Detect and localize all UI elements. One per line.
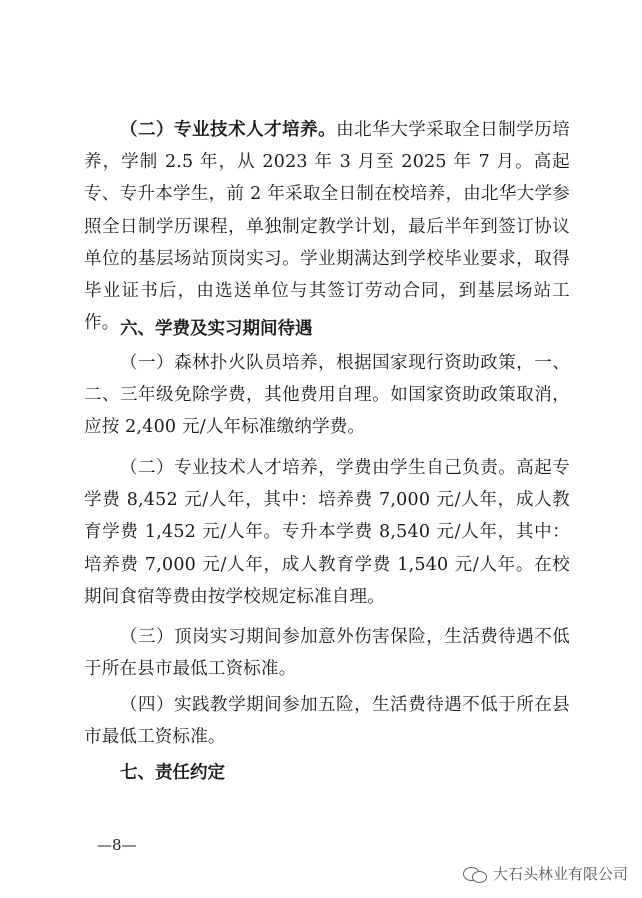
watermark-text: 大石头林业有限公司 xyxy=(492,865,628,883)
tuition-item-3: （三）顶岗实习期间参加意外伤害保险，生活费待遇不低于所在县市最低工资标准。 xyxy=(84,627,570,680)
section-heading-tuition: 六、学费及实习期间待遇 xyxy=(120,319,313,339)
tuition-item-2: （二）专业技术人才培养，学费由学生自己负责。高起专学费 8,452 元/人年，其中：培养费 7,000 元/人年，成人教育学费 1,452 元/人年。专升本学费 8,540 元/人年，其中：培养费 7,000 元/人年，成人教育学费 1,540 元/人年。在校期间食宿等费由按学校规定标准自理。 xyxy=(84,458,570,607)
tuition-item-1: （一）森林扑火队员培养，根据国家现行资助政策，一、二、三年级免除学费，其他费用自理。如国家资助政策取消，应按 2,400 元/人年标准缴纳学费。 xyxy=(84,353,570,438)
paragraph-lead: （二）专业技术人才培养。 xyxy=(120,120,337,140)
watermark xyxy=(463,863,628,884)
wechat-icon xyxy=(463,865,487,883)
tuition-item-4: （四）实践教学期间参加五险，生活费待遇不低于所在县市最低工资标准。 xyxy=(84,695,570,748)
page-number: —8— xyxy=(97,836,137,854)
paragraph-body: 由北华大学采取全日制学历培养，学制 2.5 年，从 2023 年 3 月至 2025 年 7 月。高起专、专升本学生，前 2 年采取全日制在校培养，由北华大学参照全日制学历课程，单独制定教学计划，最后半年到签订协议单位的基层场站顶岗实习。学业期满达到学校毕业要求，取得毕业证书后，由选送单位与其签订劳动合同，到基层场站工作。 xyxy=(84,120,570,334)
paragraph-professional-training xyxy=(84,114,570,339)
section-heading-responsibility: 七、责任约定 xyxy=(120,763,225,783)
